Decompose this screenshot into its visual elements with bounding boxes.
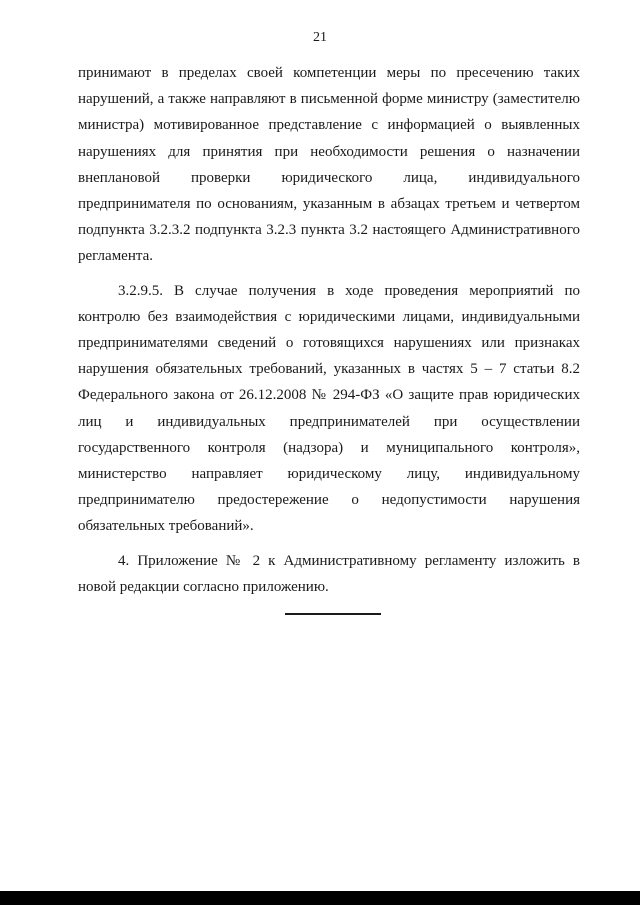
text-line: нарушениях для принятия при необходимости решения о назначении xyxy=(78,143,580,160)
text-line: нарушения обязательных требований, указанных в частях 5 – 7 статьи 8.2 xyxy=(78,361,580,378)
page-number: 21 xyxy=(313,30,327,45)
text-line: новой редакции согласно приложению. xyxy=(78,578,329,595)
text-line: министра) мотивированное представление с информацией о выявленных xyxy=(78,117,580,134)
text-line: государственного контроля (надзора) и муниципального контроля», xyxy=(78,439,580,456)
text-line: внеплановой проверки юридического лица, индивидуального xyxy=(78,169,580,186)
text-line: 3.2.9.5. В случае получения в ходе проведения мероприятий по xyxy=(118,282,580,299)
paragraph-3-2-9-5 xyxy=(78,278,580,540)
paragraph-4 xyxy=(78,548,580,600)
text-line: обязательных требований». xyxy=(78,518,254,535)
scan-bottom-edge xyxy=(0,891,640,905)
text-line: нарушений, а также направляют в письменной форме министру (заместителю xyxy=(78,91,580,108)
text-line: подпункта 3.2.3.2 подпункта 3.2.3 пункта 3.2 настоящего Административного xyxy=(78,222,580,239)
document-body xyxy=(78,60,580,600)
text-line: регламента. xyxy=(78,248,154,265)
paragraph-continuation xyxy=(78,60,580,270)
text-line: Федерального закона от 26.12.2008 № 294-ФЗ «О защите прав юридических xyxy=(78,387,580,404)
text-line: лиц и индивидуальных предпринимателей при осуществлении xyxy=(78,413,580,430)
text-line: контролю без взаимодействия с юридическими лицами, индивидуальными xyxy=(78,308,580,325)
text-line: предпринимателями сведений о готовящихся нарушениях или признаках xyxy=(78,335,580,352)
text-line: предпринимателя по основаниям, указанным в абзацах третьем и четвертом xyxy=(78,196,580,213)
text-line: министерство направляет юридическому лицу, индивидуальному xyxy=(78,466,580,483)
text-line: 4. Приложение № 2 к Административному регламенту изложить в xyxy=(118,552,580,569)
end-separator-line xyxy=(285,613,381,615)
text-line: предпринимателю предостережение о недопустимости нарушения xyxy=(78,492,580,509)
text-line: принимают в пределах своей компетенции меры по пресечению таких xyxy=(78,65,580,81)
